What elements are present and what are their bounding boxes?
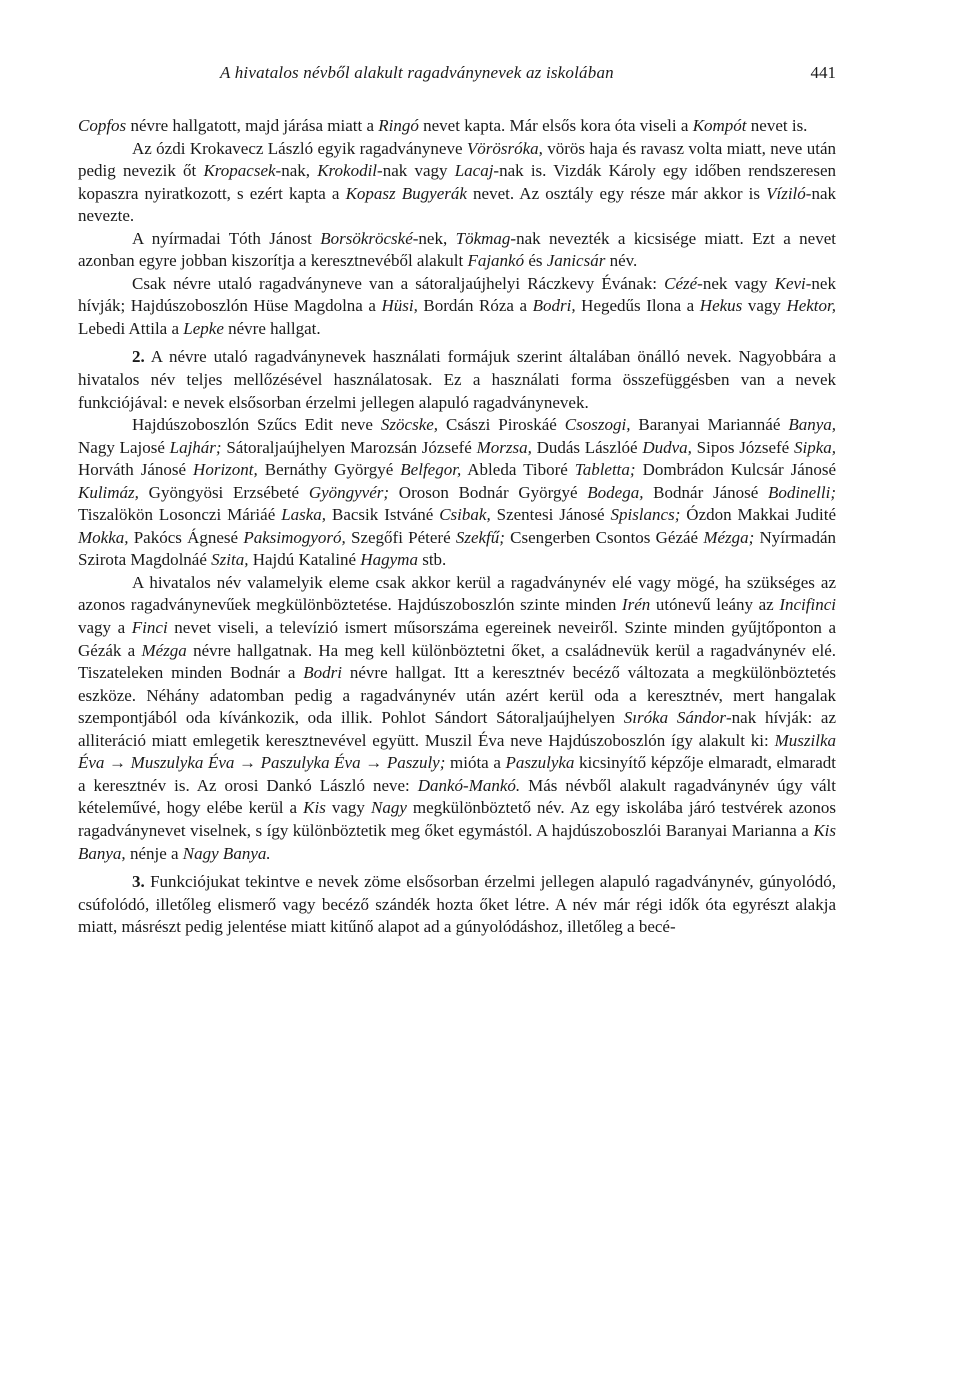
text-run: kicsinyítő képzője elmaradt, elmaradt a keresztnév is. Az orosi Dankó László neve: <box>78 753 836 795</box>
italic-term: Irén <box>621 595 651 615</box>
paragraph <box>78 228 836 273</box>
italic-term: Janicsár <box>546 251 606 271</box>
text-run: A névre utaló ragadványnevek használati formájuk szerint általában önálló nevek. Nagyobbára a hivatalos név teljes mellőzésével használatosak. Ez a használati forma összefüggésben van a nevek funkciójával: e nevek elsősorban érzelmi jellegen alapuló ragadványnevek. <box>78 347 836 412</box>
italic-term: Incifinci <box>779 595 836 615</box>
paragraph <box>78 346 836 414</box>
text-run: Gyöngyösi Erzsébeté <box>138 482 309 502</box>
italic-term: Víziló <box>766 183 806 203</box>
italic-term: Tabletta; <box>574 460 636 480</box>
body-text <box>78 115 836 939</box>
italic-term: Kulimáz, <box>78 482 139 502</box>
text-run: Bernáthy Györgyé <box>257 460 401 480</box>
text-run: Hajdúszoboszlón Szűcs Edit neve <box>132 415 381 435</box>
paragraph <box>78 871 836 939</box>
text-run: A nyírmadai Tóth Jánost <box>132 228 321 248</box>
italic-term: Finci <box>131 618 168 638</box>
text-run: nevet is. <box>746 116 808 135</box>
italic-term: Nagy <box>370 798 407 818</box>
italic-term: Bodri, <box>532 296 576 316</box>
text-run: vagy <box>742 296 787 316</box>
text-run: Ableda Tiboré <box>461 460 575 480</box>
paragraph <box>78 414 836 572</box>
italic-term: Hüsi, <box>381 296 418 316</box>
text-run: Hajdú Kataliné <box>248 550 361 570</box>
document-page <box>78 62 836 939</box>
italic-term: Mézga; <box>703 527 755 547</box>
text-run: -nak nevezte. <box>78 183 836 226</box>
italic-term: Csibak, <box>439 505 491 525</box>
text-run: Funkciójukat tekintve e nevek zöme elsősorban érzelmi jellegen alapuló ragadványnév, gúnyolódó, csúfolódó, illetőleg elismerő vagy becéző szándék hozta őket létre. A név már régi idők óta egyrészt alakja miatt, másrészt pedig jelentése miatt kitűnő alapot ad a gúnyolódáshoz, illetőleg a becé- <box>78 872 836 937</box>
text-run: Bodnár Jánosé <box>643 482 769 502</box>
page-header <box>78 62 836 84</box>
page-number: 441 <box>810 63 836 82</box>
text-run: Más névből alakult ragadványnév úgy vált kételeművé, hogy elébe kerül a <box>78 775 837 818</box>
text-run: Tiszalökön Losonczi Máriáé <box>78 505 282 525</box>
italic-term: Dudva, <box>642 437 692 457</box>
italic-term: Kevi <box>774 273 806 293</box>
text-run: Dudás Lászlóé <box>531 437 643 457</box>
text-run: névre hallgat. Itt a keresztnév becéző változata a megkülönböztetés eszköze. Néhány adatomban pedig a ragadványnév után azért kerül oda a keresztnév, mert hangalak szempontjából oda kívánkozik, oda illik. Pohlot Sándort Sátoraljaújhelyen <box>78 663 836 728</box>
text-run: -nek vagy <box>697 273 775 293</box>
paragraph <box>78 138 836 228</box>
italic-term: Dankó-Mankó. <box>417 775 521 795</box>
text-run: Szegőfi Péteré <box>345 527 456 547</box>
italic-term: Laska, <box>281 505 327 525</box>
italic-term: Kopasz Bugyerák <box>345 183 467 203</box>
italic-term: Sipka, <box>793 437 836 457</box>
text-run: vagy <box>325 798 371 818</box>
italic-term: Kropacsek <box>203 161 276 181</box>
text-run: -nak hívják: az alliteráció miatt emlegetik keresztnevével együtt. Muszil Éva neve Hajdúszoboszlón így alakult ki: <box>78 708 836 750</box>
italic-term: Copfos <box>78 116 127 135</box>
italic-term: Gyöngyvér; <box>308 482 390 502</box>
text-run: -nek, <box>412 228 456 248</box>
italic-term: Muszilka Éva → Muszulyka Éva → Paszulyka Éva → Paszuly; <box>78 730 836 773</box>
text-run: Lebedi Attila a <box>78 318 184 338</box>
text-run: Baranyai Mariannáé <box>630 415 789 435</box>
running-title: A hivatalos névből alakult ragadványnevek az iskolában <box>220 63 614 82</box>
text-run: -nak vagy <box>377 161 455 181</box>
italic-term: Paszulyka <box>505 753 575 773</box>
text-run: név. <box>605 251 638 271</box>
text-run: névre hallgatnak. Ha meg kell különböztetni őket, a családnevük kerül a ragadványnév elé. Tiszateleken minden Bodnár a <box>78 640 836 683</box>
italic-term: Krokodil <box>317 161 378 181</box>
italic-term: Belfegor, <box>400 460 462 480</box>
italic-term: Cézé <box>664 273 698 293</box>
italic-term: Lajhár; <box>169 437 222 457</box>
text-run: nevet viseli, a televízió ismert műsorszáma egereinek neveiről. Szinte minden gyűjtőponton a Gézák a <box>78 618 837 660</box>
italic-term: Banya, <box>788 415 836 435</box>
italic-term: Hekus <box>699 296 743 316</box>
text-run: Császi Piroskáé <box>438 415 565 435</box>
text-run: stb. <box>417 550 447 570</box>
text-run: Ózdon Makkai Judité <box>680 505 837 525</box>
italic-term: Morzsa, <box>476 437 532 457</box>
italic-term: Mézga <box>141 640 187 660</box>
text-run: Sátoraljaújhelyen Marozsán Józsefé <box>221 437 477 457</box>
text-run: mióta a <box>445 753 506 773</box>
italic-term: Nagy Banya. <box>182 843 271 863</box>
text-run: nevet. Az osztály egy része már akkor is <box>466 183 767 203</box>
text-run: nénje a <box>125 843 183 863</box>
text-run: Oroson Bodnár Györgyé <box>389 482 588 502</box>
text-run: Hegedűs Ilona a <box>575 296 700 316</box>
text-run: utónevű leány az <box>650 595 780 615</box>
italic-term: Bodinelli; <box>768 482 836 502</box>
text-run: -nek hívják; Hajdúszoboszlón Hüse Magdolna a <box>78 273 836 316</box>
italic-term: Hektor, <box>786 296 837 316</box>
italic-term: Hagyma <box>360 550 418 570</box>
section-number: 3. <box>132 872 145 892</box>
italic-term: Szita, <box>211 550 249 570</box>
italic-term: Lepke <box>183 318 224 338</box>
text-run: -nak nevezték a kicsisége miatt. Ezt a nevet azonban egyre jobban kiszorítja a keresztnevéből alakult <box>78 228 837 271</box>
italic-term: Vörösróka, <box>466 138 543 158</box>
text-run: Bordán Róza a <box>417 296 533 316</box>
italic-term: Bodri <box>303 663 343 683</box>
section-number: 2. <box>132 347 145 367</box>
text-run: Pakócs Ágnesé <box>128 527 244 547</box>
italic-term: Borsökröcské <box>320 228 413 248</box>
text-run: Nagy Lajosé <box>78 437 170 457</box>
italic-term: Kompót <box>692 116 747 135</box>
text-run: Sipos Józsefé <box>691 437 794 457</box>
text-run: -nak is. Vizdák Károly egy időben rendszeresen kopaszra nyiratkozott, s ezért kapta a <box>78 161 836 203</box>
text-run: Az ózdi Krokavecz László egyik ragadványneve <box>132 138 467 158</box>
italic-term: Tökmag <box>455 228 511 248</box>
text-run: és <box>524 251 547 271</box>
italic-term: Bodega, <box>587 482 644 502</box>
italic-term: Kis Banya, <box>78 820 836 863</box>
paragraph <box>78 273 836 341</box>
text-run: vörös haja és ravasz volta miatt, neve után pedig nevezik őt <box>78 138 836 181</box>
text-run: Bacsik Istváné <box>326 505 440 525</box>
text-run: vagy a <box>78 618 132 638</box>
italic-term: Ringó <box>378 116 419 135</box>
italic-term: Mokka, <box>78 527 129 547</box>
text-run: névre hallgatott, majd járása miatt a <box>126 116 379 135</box>
paragraph <box>78 572 836 865</box>
italic-term: Horizont, <box>193 460 258 480</box>
text-run: Csak névre utaló ragadványneve van a sátoraljaújhelyi Ráczkevy Évának: <box>132 273 665 293</box>
text-run: nevet kapta. Már elsős kora óta viseli a <box>418 116 693 135</box>
text-run: Szentesi Jánosé <box>490 505 611 525</box>
italic-term: Spislancs; <box>610 505 681 525</box>
italic-term: Fajankó <box>467 251 525 271</box>
text-run: -nak, <box>275 161 318 181</box>
text-run: Dombrádon Kulcsár Jánosé <box>635 460 837 480</box>
italic-term: Szekfű; <box>455 527 505 547</box>
italic-term: Szöcske, <box>380 415 439 435</box>
italic-term: Lacaj <box>454 161 494 181</box>
paragraph <box>78 115 836 138</box>
italic-term: Paksimogyoró, <box>243 527 346 547</box>
text-run: Csengerben Csontos Gézáé <box>504 527 704 547</box>
text-run: megkülönböztető név. Az egy iskolába járó testvérek azonos ragadványnevet viselnek, s így különböztetik meg őket egymástól. A hajdúszoboszlói Baranyai Marianna a <box>78 798 837 840</box>
italic-term: Sıróka Sándor <box>623 708 727 728</box>
text-run: Horváth Jánosé <box>78 460 194 480</box>
text-run: A hivatalos név valamelyik eleme csak akkor kerül a ragadványnév elé vagy mögé, ha szükséges az azonos ragadványnevűek megkülönböztetése. Hajdúszoboszlón szinte minden <box>78 572 836 615</box>
text-run: Nyírmadán Szirota Magdolnáé <box>78 527 836 570</box>
italic-term: Kis <box>303 798 326 818</box>
text-run: névre hallgat. <box>223 318 321 338</box>
italic-term: Csoszogi, <box>564 415 631 435</box>
